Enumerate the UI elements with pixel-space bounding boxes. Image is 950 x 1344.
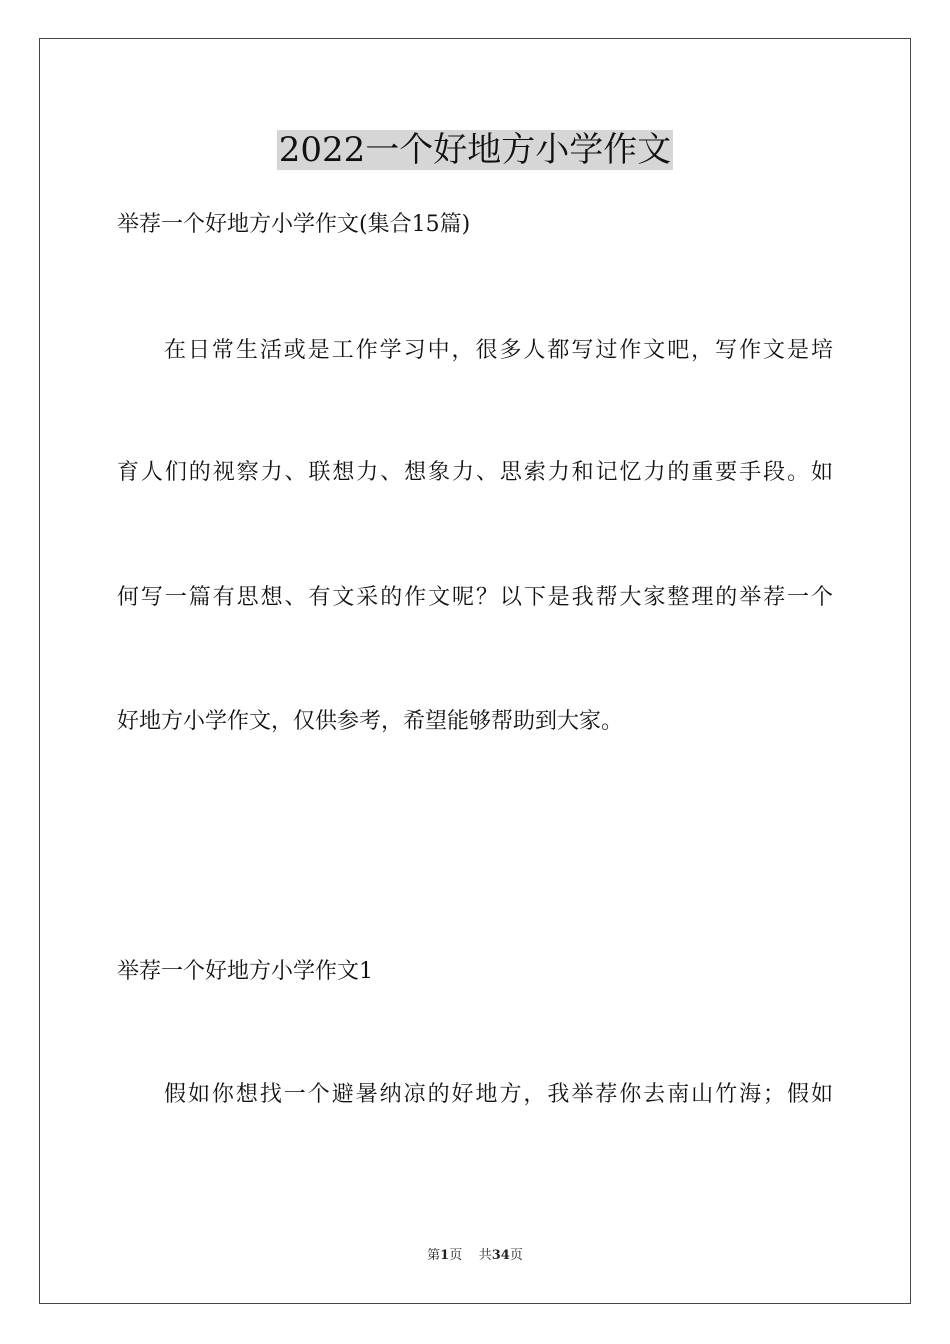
intro-paragraph-line: 育人们的视察力、联想力、想象力、思索力和记忆力的重要手段。如: [117, 460, 833, 485]
intro-paragraph-line: 好地方小学作文，仅供参考，希望能够帮助到大家。: [117, 709, 624, 734]
document-subtitle: 举荐一个好地方小学作文(集合15篇): [117, 212, 471, 237]
footer-total-pages: 34: [491, 1248, 510, 1263]
section-paragraph-line: 假如你想找一个避暑纳凉的好地方，我举荐你去南山竹海；假如: [164, 1082, 833, 1107]
footer-total-suffix: 页: [509, 1248, 523, 1263]
page-footer: [0, 1246, 950, 1266]
footer-total-prefix: 共: [478, 1248, 492, 1263]
footer-page-number: 1: [440, 1248, 450, 1263]
intro-paragraph-line: 何写一篇有思想、有文采的作文呢？以下是我帮大家整理的举荐一个: [117, 585, 833, 610]
document-title: [0, 126, 950, 174]
document-title-text: 2022一个好地方小学作文: [278, 130, 672, 170]
footer-page-suffix: 页: [449, 1248, 463, 1263]
intro-paragraph-line: 在日常生活或是工作学习中，很多人都写过作文吧，写作文是培: [164, 338, 833, 363]
section-heading: 举荐一个好地方小学作文1: [117, 959, 373, 984]
footer-page-prefix: 第: [427, 1248, 441, 1263]
